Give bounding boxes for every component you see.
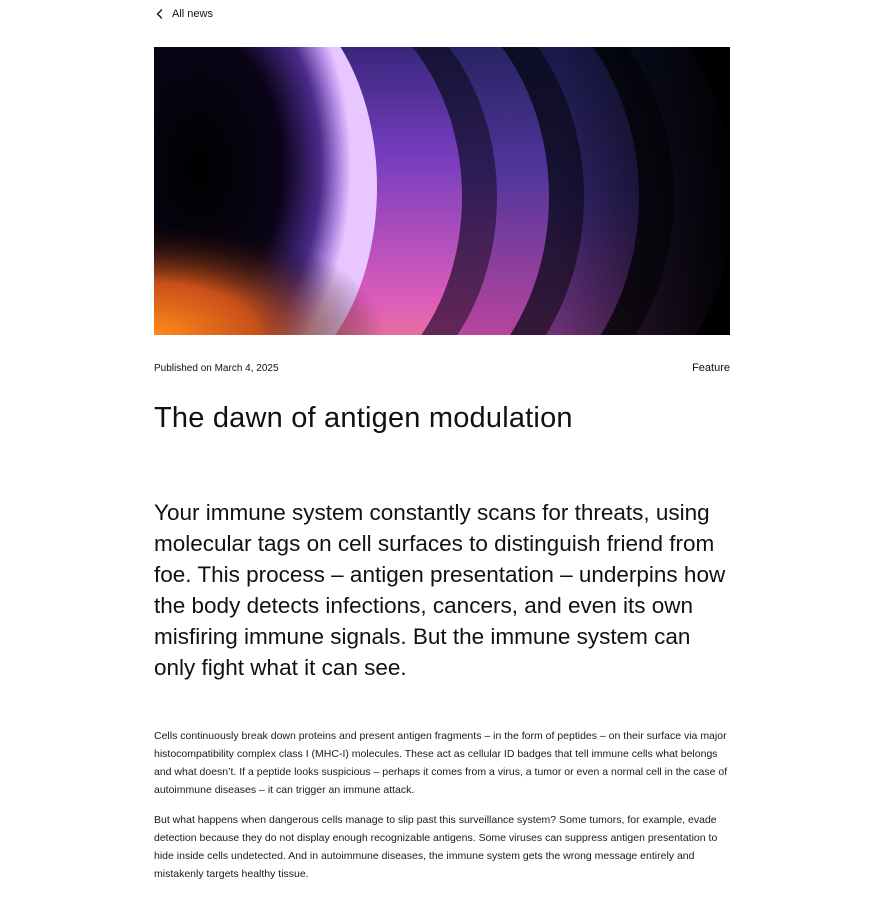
category-tag: Feature [692, 362, 730, 374]
abstract-cell-image [154, 47, 730, 335]
article-title: The dawn of antigen modulation [154, 402, 573, 434]
article-meta [154, 362, 730, 374]
article-lede: Your immune system constantly scans for threats, using molecular tags on cell surfaces to distinguish friend from foe. This process – antigen presentation – underpins how the body detects infections, cancers, and even its own misfiring immune signals. But the immune system can only fight what it can see. [154, 500, 726, 680]
hero-image [154, 47, 730, 335]
published-date: Published on March 4, 2025 [154, 362, 279, 374]
chevron-left-icon [154, 7, 166, 21]
article-paragraph: Cells continuously break down proteins and present antigen fragments – in the form of peptides – on their surface via major histocompatibility complex class I (MHC-I) molecules. These act as cellular ID badges that tell immune cells what belongs and what doesn’t. If a peptide looks suspicious – perhaps it comes from a virus, a tumor or even a normal cell in the case of autoimmune diseases – it can trigger an immune attack. [154, 730, 728, 796]
back-to-news-link[interactable] [154, 6, 213, 22]
back-link-label: All news [172, 8, 213, 20]
article-paragraph: But what happens when dangerous cells manage to slip past this surveillance system? Some tumors, for example, evade detection because they do not display enough recognizable antigens. Some viruses can suppress antigen presentation to hide inside cells undetected. And in autoimmune diseases, the immune system gets the wrong message entirely and mistakenly targets healthy tissue. [154, 814, 718, 880]
